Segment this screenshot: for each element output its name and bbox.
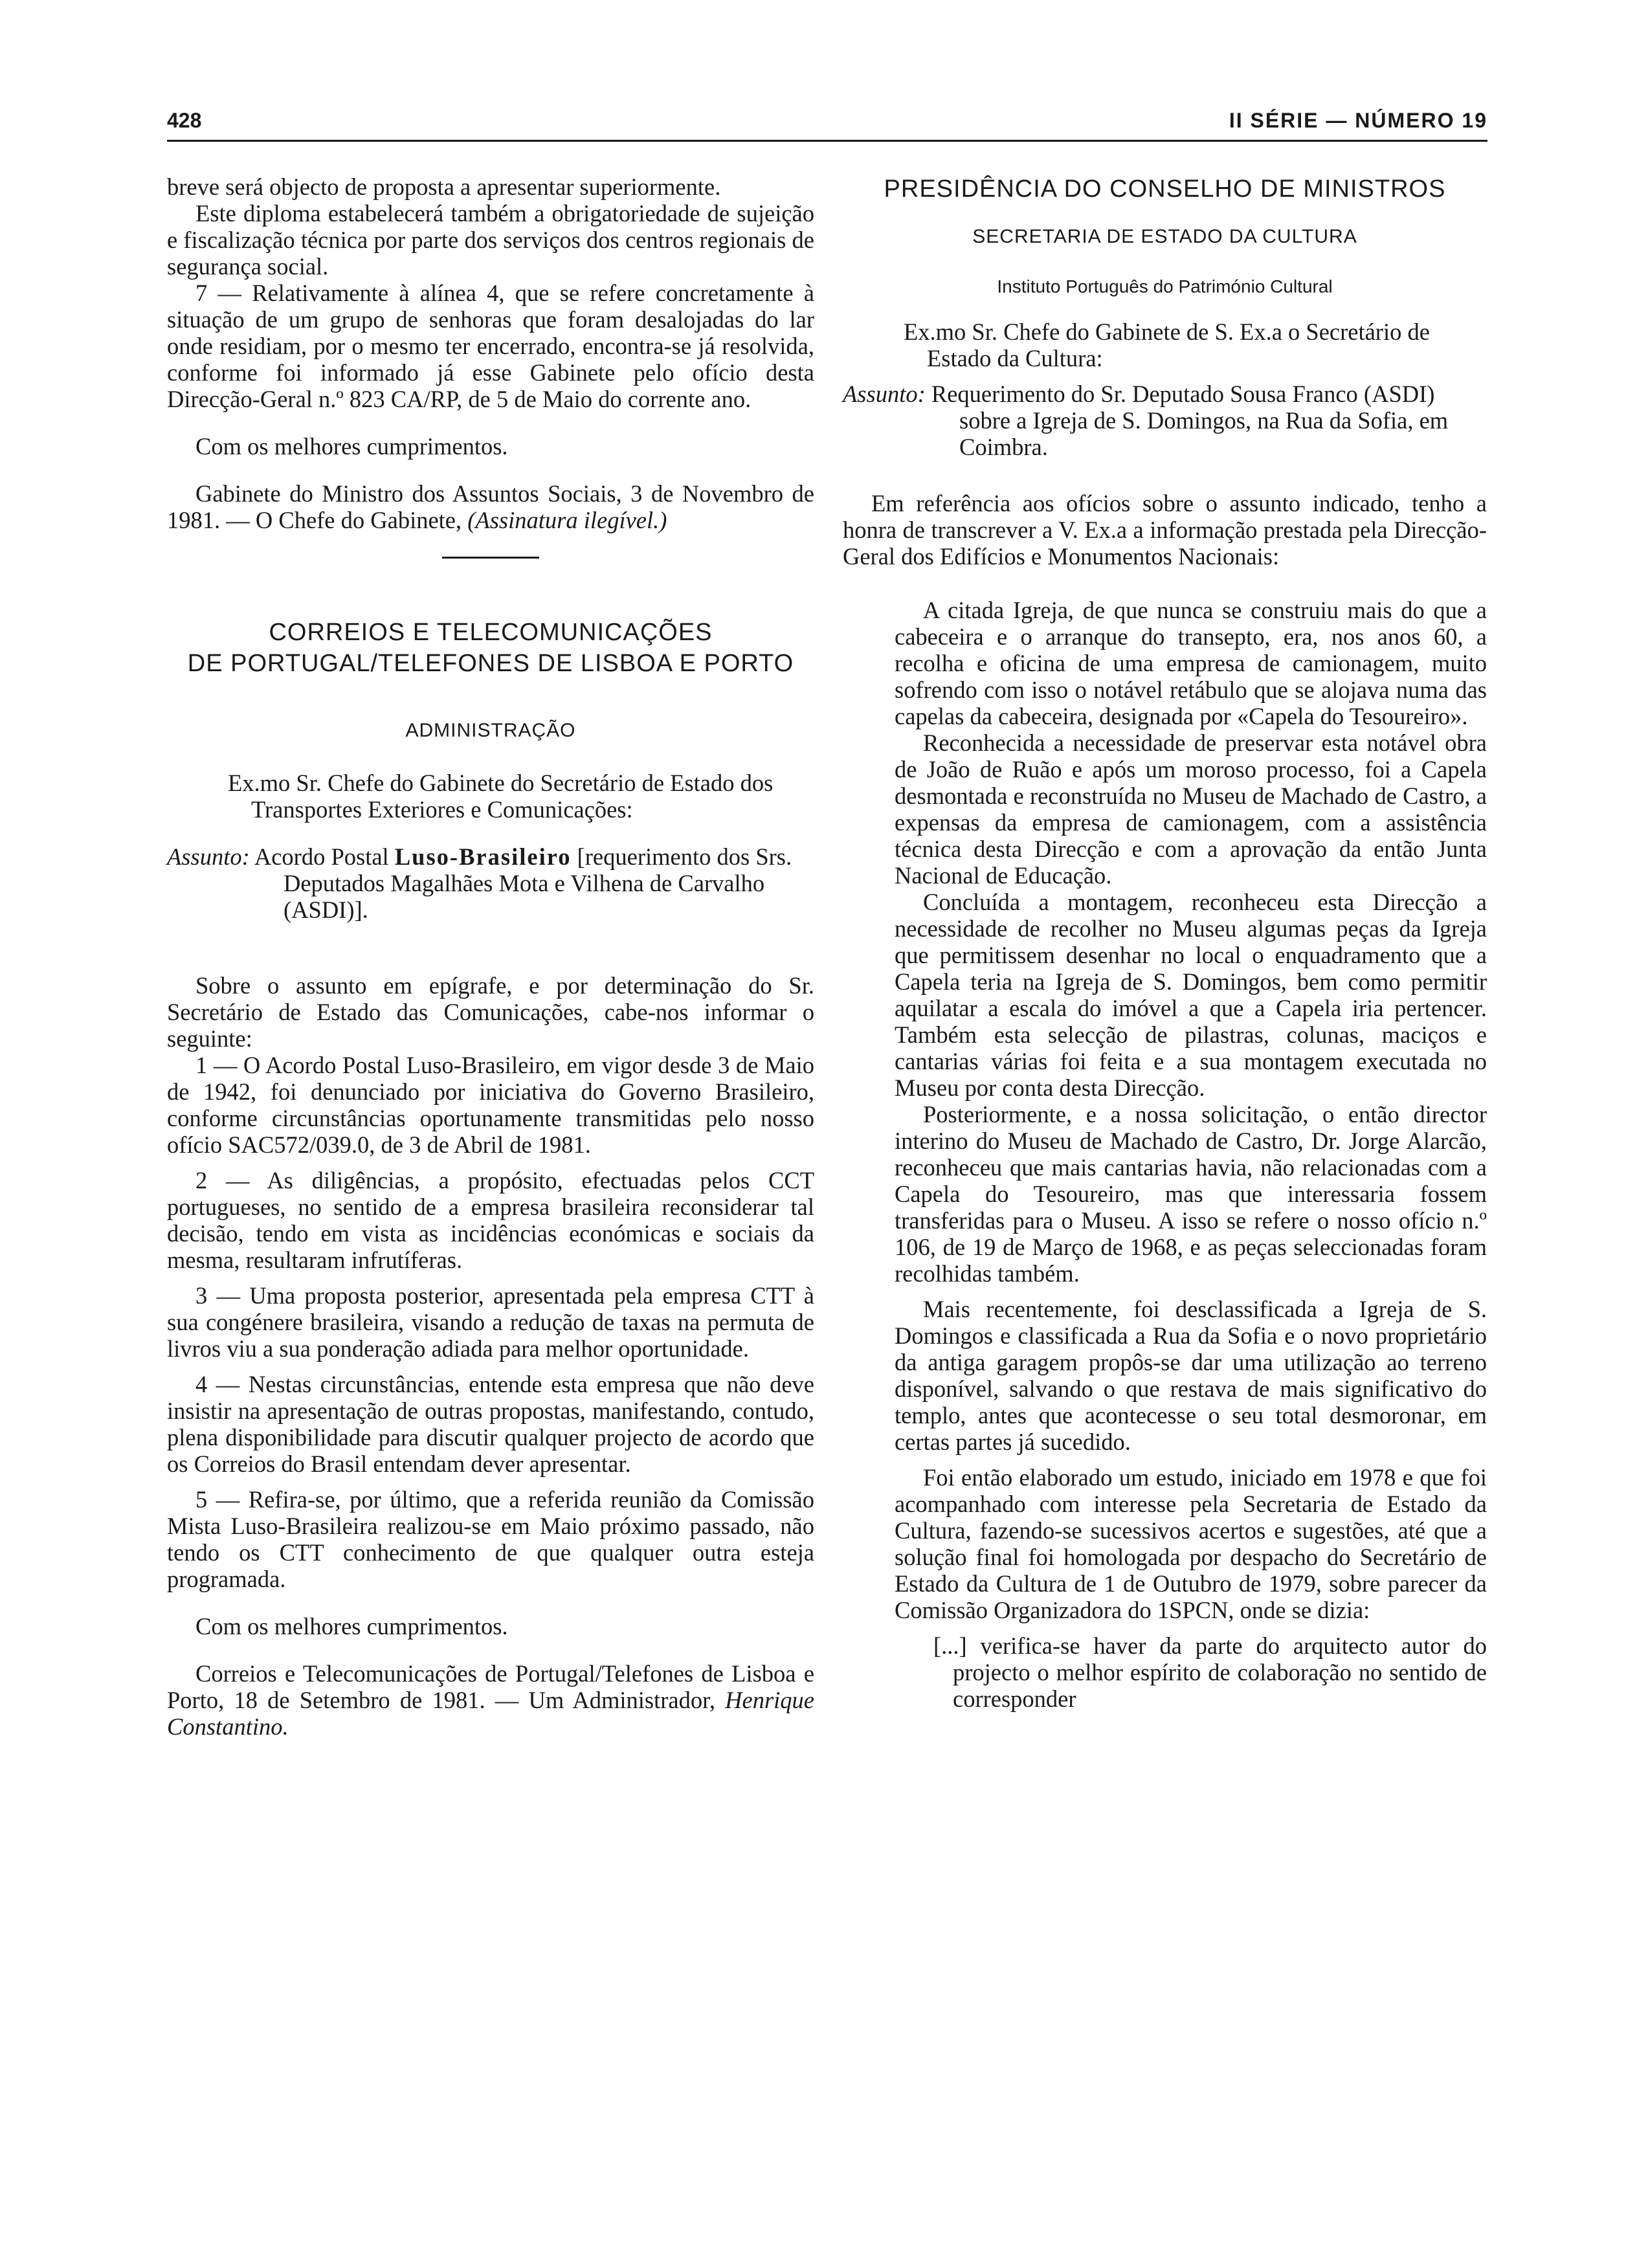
organization-heading: CORREIOS E TELECOMUNICAÇÕES DE PORTUGAL/TELEFONES DE LISBOA E PORTO	[187, 619, 794, 677]
quoted-text	[843, 597, 1487, 1623]
secretariat-heading: SECRETARIA DE ESTADO DA CULTURA	[972, 226, 1357, 247]
nested-quote: [...] verifica-se haver da parte do arquitecto autor do projecto o melhor espírito de colaboração no sentido de corresponder	[933, 1632, 1487, 1712]
paragraph: 4 — Nestas circunstâncias, entende esta empresa que não deve insistir na apresentação de outras propostas, manifestando, contudo, plena disponibilidade para discutir qualquer projecto de acordo que os Correios do Brasil entendam dever apresentar.	[167, 1371, 814, 1477]
closing: Com os melhores cumprimentos.	[195, 433, 508, 460]
paragraph: A citada Igreja, de que nunca se construiu mais do que a cabeceira e o arranque do transepto, era, nos anos 60, a recolha e oficina de uma empresa de camionagem, muito sofrendo com isso o notável retábulo que se alojava numa das capelas da cabeceira, designada por «Capela do Tesoureiro».	[895, 597, 1487, 729]
paragraph: Em referência aos ofícios sobre o assunto indicado, tenho a honra de transcrever a V. Ex.a a informação prestada pela Direcção-Geral dos Edifícios e Monumentos Nacionais:	[843, 490, 1487, 570]
paragraph: 3 — Uma proposta posterior, apresentada pela empresa CTT à sua congénere brasileira, visando a redução de taxas na permuta de livros viu a sua ponderação adiada para melhor oportunidade.	[167, 1282, 814, 1362]
paragraph: Sobre o assunto em epígrafe, e por determinação do Sr. Secretário de Estado das Comunicações, cabe-nos informar o seguinte:	[167, 972, 814, 1052]
signature-block: Gabinete do Ministro dos Assuntos Sociais, 3 de Novembro de 1981. — O Chefe do Gabinete, (Assinatura ilegível.)	[167, 480, 814, 533]
organization-heading: PRESIDÊNCIA DO CONSELHO DE MINISTROS	[884, 175, 1446, 203]
signature-block: Correios e Telecomunicações de Portugal/Telefones de Lisboa e Porto, 18 de Setembro de 1981. — Um Administrador, Henrique Constantino.	[167, 1660, 814, 1740]
section-divider	[442, 557, 539, 559]
page-header	[167, 106, 1487, 142]
left-column	[167, 173, 814, 1740]
closing: Com os melhores cumprimentos.	[195, 1613, 508, 1640]
series-number: II SÉRIE — NÚMERO 19	[1229, 109, 1487, 132]
addressee: Ex.mo Sr. Chefe do Gabinete do Secretário de Estado dos Transportes Exteriores e Comunicações:	[228, 770, 774, 823]
paragraph: Concluída a montagem, reconheceu esta Direcção a necessidade de recolher no Museu algumas peças da Igreja que permitissem desenhar no local o enquadramento que a Capela teria na Igreja de S. Domingos, bem como permitir aquilatar a escala do imóvel a que a Capela iria pertencer. Também esta selecção de pilastras, colunas, maciços e cantarias várias foi feita e a sua montagem executada no Museu por conta desta Direcção.	[895, 889, 1487, 1101]
paragraph: Foi então elaborado um estudo, iniciado em 1978 e que foi acompanhado com interesse pela Secretaria de Estado da Cultura, fazendo-se sucessivos acertos e sugestões, até que a solução final foi homologada por despacho do Secretário de Estado da Cultura de 1 de Outubro de 1979, sobre parecer da Comissão Organizadora do 1SPCN, onde se dizia:	[895, 1464, 1487, 1623]
addressee: Ex.mo Sr. Chefe do Gabinete de S. Ex.a o Secretário de Estado da Cultura:	[904, 318, 1430, 372]
paragraph: 1 — O Acordo Postal Luso-Brasileiro, em vigor desde 3 de Maio de 1942, foi denunciado por iniciativa do Governo Brasileiro, conforme circunstâncias oportunamente transmitidas pelo nosso ofício SAC572/039.0, de 3 de Abril de 1981.	[167, 1052, 814, 1158]
paragraph: breve será objecto de proposta a apresentar superiormente.	[167, 173, 721, 200]
right-column	[843, 173, 1487, 1712]
paragraph: 2 — As diligências, a propósito, efectuadas pelos CCT portugueses, no sentido de a empresa brasileira reconsiderar tal decisão, tendo em vista as incidências económicas e sociais da mesma, resultaram infrutíferas.	[167, 1167, 814, 1273]
paragraph: Posteriormente, e a nossa solicitação, o então director interino do Museu de Machado de Castro, Dr. Jorge Alarcão, reconheceu que mais cantarias havia, não relacionadas com a Capela do Tesoureiro, mas que interessaria fossem transferidas para o Museu. A isso se refere o nosso ofício n.º 106, de 19 de Março de 1968, e as peças seleccionadas foram recolhidas também.	[895, 1101, 1487, 1287]
paragraph: Este diploma estabelecerá também a obrigatoriedade de sujeição e fiscalização técnica por parte dos serviços dos centros regionais de segurança social.	[167, 200, 814, 280]
page-number: 428	[167, 109, 202, 132]
paragraph: 7 — Relativamente à alínea 4, que se refere concretamente à situação de um grupo de senhoras que foram desalojadas do lar onde residiam, por o mesmo ter encerrado, encontra-se já resolvida, conforme foi informado já esse Gabinete pelo ofício desta Direcção-Geral n.º 823 CA/RP, de 5 de Maio do corrente ano.	[167, 280, 814, 412]
department-heading: ADMINISTRAÇÃO	[405, 720, 576, 741]
subject: Assunto: Acordo Postal Luso-Brasileiro [requerimento dos Srs. Deputados Magalhães Mota e Vilhena de Carvalho (ASDI)].	[167, 843, 792, 923]
institute-heading: Instituto Português do Património Cultural	[997, 276, 1333, 296]
subject: Assunto: Requerimento do Sr. Deputado Sousa Franco (ASDI) sobre a Igreja de S. Domingos, na Rua da Sofia, em Coimbra.	[843, 381, 1449, 460]
paragraph: 5 — Refira-se, por último, que a referida reunião da Comissão Mista Luso-Brasileira realizou-se em Maio próximo passado, não tendo os CTT conhecimento de que qualquer outra esteja programada.	[167, 1486, 814, 1592]
paragraph: Reconhecida a necessidade de preservar esta notável obra de João de Ruão e após um moroso processo, foi a Capela desmontada e reconstruída no Museu de Machado de Castro, a expensas da empresa de camionagem, com a assistência técnica desta Direcção e com a aprovação da então Junta Nacional de Educação.	[895, 729, 1487, 889]
paragraph: Mais recentemente, foi desclassificada a Igreja de S. Domingos e classificada a Rua da Sofia e o novo proprietário da antiga garagem propôs-se dar uma utilização ao terreno disponível, salvando o que restava de mais significativo do templo, antes que acontecesse o seu total desmoronar, em certas partes já sucedido.	[895, 1296, 1487, 1455]
